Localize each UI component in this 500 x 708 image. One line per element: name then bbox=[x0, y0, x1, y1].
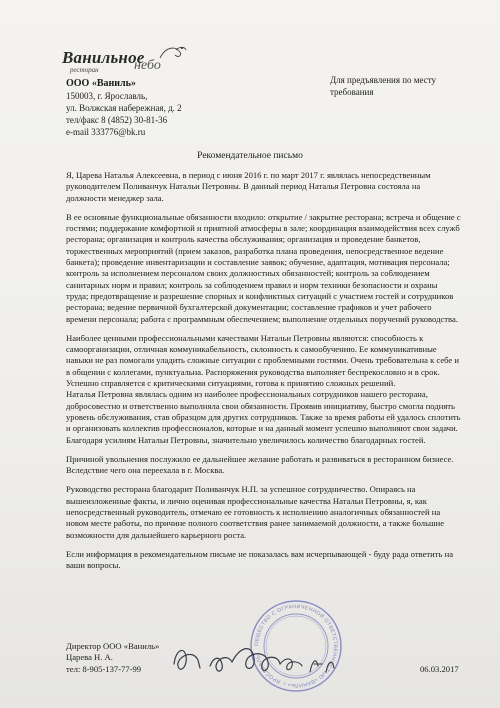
paragraph-contact: Если информация в рекомендательном письме не показалась вам исчерпывающей - буду рада ответить на ваши вопросы. bbox=[66, 548, 454, 571]
address-line-1: 150003, г. Ярославль, bbox=[66, 91, 148, 101]
company-logo bbox=[62, 44, 192, 76]
paragraph-dismissal: Причиной увольнения послужило ее дальнейшее желание работать и развиваться в ресторанном бизнесе. Вследствие чего она переехала в г. Москва. bbox=[66, 453, 454, 476]
paragraph-intro: Я, Царева Наталья Алексеевна, в период с июня 2016 г. по март 2017 г. являлась непосредственным руководителем Поливанчук Натальи Петровны. В данный период Наталья Петровна состояла на должности менеджер зала. bbox=[66, 170, 431, 203]
stamp-text: ОБЩЕСТВО С ОГРАНИЧЕННОЙ ОТВЕТСТВЕННОСТЬЮ «ВАНИЛЬ» г. ЯРОСЛАВЛЬ bbox=[253, 603, 339, 689]
addressee-line-1: Для предъявления по месту bbox=[330, 75, 437, 85]
address-line-2: ул. Волжская набережная, д. 2 bbox=[66, 103, 182, 113]
signatory-phone: тел: 8-905-137-77-99 bbox=[66, 663, 142, 674]
document-title: Рекомендательное письмо bbox=[197, 151, 303, 161]
org-name: ООО «Ваниль» bbox=[66, 78, 136, 89]
letter-body bbox=[66, 170, 461, 580]
paragraph-duties: В ее основные функциональные обязанности входило: открытие / закрытие ресторана; встреча и общение с гостями; поддержание комфортной и приятной атмосферы в зале; координация взаимодействия всех служб ресторана; организация и контроль качества обслуживания; организация и проведение банкетов, торжественных мероприятий (прием заказов, разработка плана проведения, непосредственное ведение банкета); проведение инвентаризации и составление заявок; обучение, адаптация, мотивация персонала; контроль за исполнением персоналом своих должностных обязанностей; контроль за соблюдением санитарных норм и правил; контроль за соблюдением правил и норм техники безопасности и охраны труда; предотвращение и разрешение спорных и конфликтных ситуаций с участием гостей и сотрудников ресторана; ведение первичной бухгалтерской документации; составление графиков и учет рабочего времени персонала; работа с программным обеспечением; выполнение отдельных поручений руководства. bbox=[66, 211, 461, 324]
logo-sub: ресторан bbox=[70, 66, 99, 74]
paragraph-thanks: Руководство ресторана благодарит Поливанчук Н.П. за успешное сотрудничество. Опираясь на вышеизложенные факты, и лично оценивая профессиональные качества Натальи Петровны, я, как непосредственный руководитель, отмечаю ее готовность к исполнению аналогичных обязанностей на новом месте работы, по причине полного соответствия ранее занимаемой должности, а также большие возможности для дальнейшего карьерного роста. bbox=[66, 484, 445, 540]
logo-name: Ванильное bbox=[62, 48, 145, 67]
signature-block bbox=[66, 641, 159, 675]
paragraph-qualities: Наиболее ценными профессиональными качествами Натальи Петровны являются: способность к самоорганизации, отличная коммуникабельность, склонность к самообучению. Ее коммуникативные навыки не раз помогали уладить сложные ситуации с проблемными гостями. Очень требовательна к себе и в общении с коллегами, пунктуальна. Распоряжения руководства выполняет беспрекословно и в срок. Успешно справляется с критическими ситуациями, готова к принятию сложных решений. bbox=[66, 332, 459, 389]
paragraph-achievements: Наталья Петровна являлась одним из наиболее профессиональных сотрудников нашего ресторана, добросовестно и ответственно выполняла свои обязанности. Проявив инициативу, быстро смогла поднять уровень обслуживания, став образцом для других сотрудников. Также за время работы ей удалось сплотить и организовать коллектив профессионалов, которые и на данный момент успешно выполняют свои задачи. Благодаря усилиям Натальи Петровны, значительно увеличилось количество благодарных гостей. bbox=[66, 389, 461, 445]
letter-date: 06.03.2017 bbox=[420, 664, 459, 674]
signatory-name: Царева Н. А. bbox=[66, 652, 113, 663]
company-details bbox=[66, 78, 182, 138]
email: e-mail 333776@bk.ru bbox=[66, 127, 146, 137]
handwritten-signature bbox=[170, 636, 340, 686]
logo-flourish-icon bbox=[158, 44, 188, 62]
signatory-position: Директор ООО «Ваниль» bbox=[66, 641, 160, 651]
addressee bbox=[330, 74, 436, 98]
addressee-line-2: требования bbox=[330, 87, 374, 97]
logo-cloud: небо bbox=[134, 58, 161, 73]
phone-fax: тел/факс 8 (4852) 30-81-36 bbox=[66, 115, 168, 125]
